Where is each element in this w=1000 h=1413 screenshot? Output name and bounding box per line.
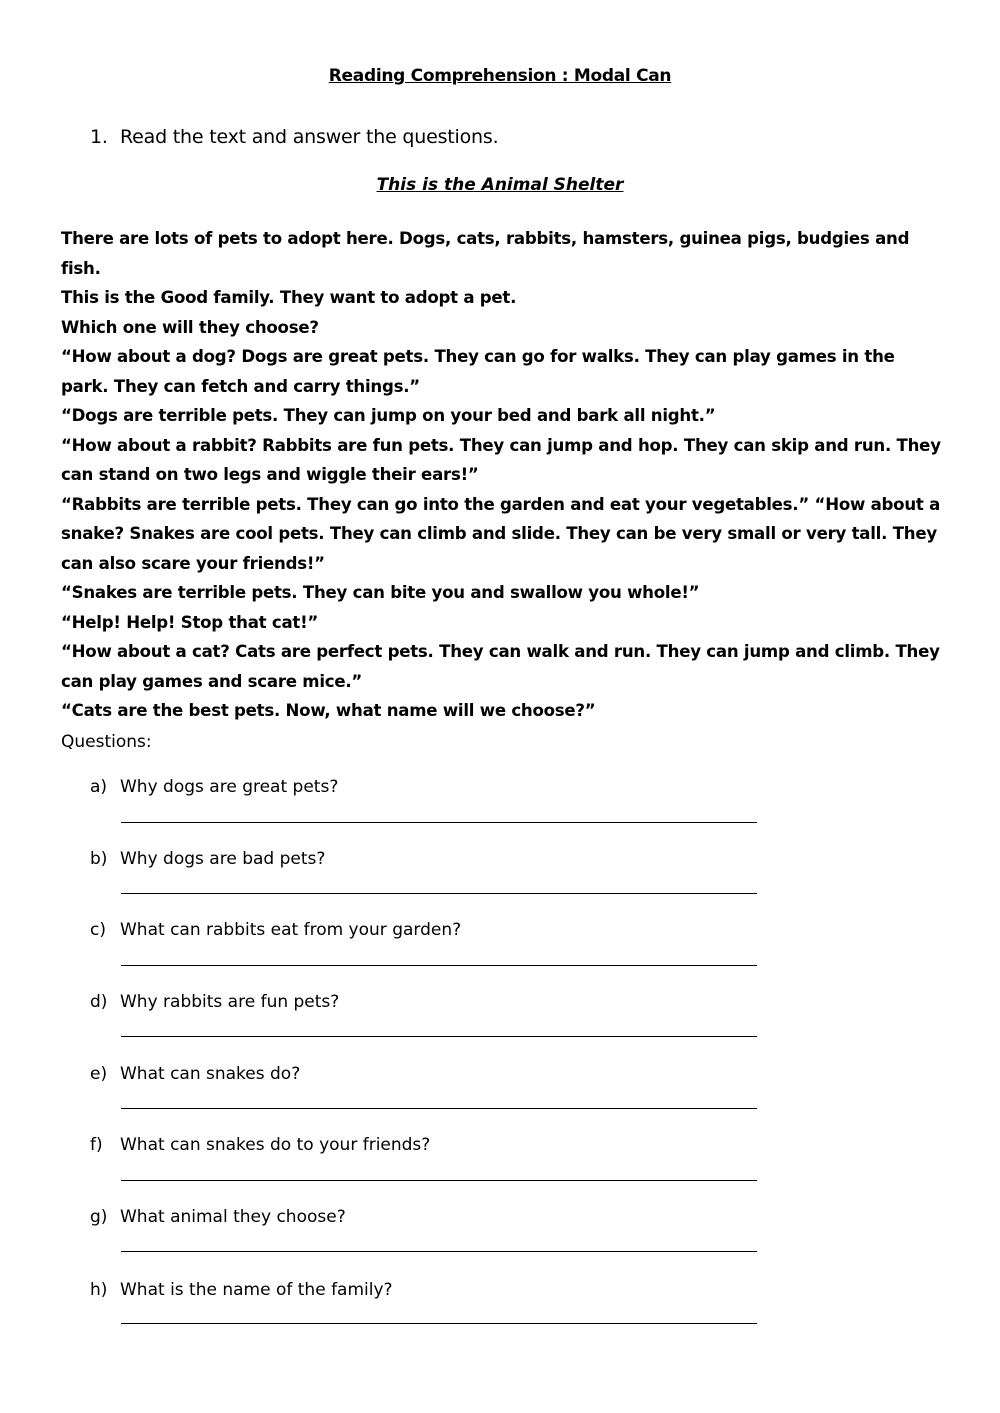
question-text: What is the name of the family? (120, 1280, 393, 1300)
instruction-text: Read the text and answer the questions. (120, 126, 499, 148)
question-text: Why dogs are bad pets? (120, 849, 326, 869)
question-text: What can snakes do to your friends? (120, 1135, 431, 1155)
question-text: What animal they choose? (120, 1207, 346, 1227)
question-letter: b) (90, 849, 108, 869)
story-paragraph: “How about a rabbit? Rabbits are fun pets. They can jump and hop. They can skip and run. They can stand on two legs and wiggle their ears!” (61, 435, 941, 484)
story-paragraph: “How about a dog? Dogs are great pets. They can go for walks. They can play games in the park. They can fetch and carry things.” (61, 347, 895, 396)
story-paragraph: There are lots of pets to adopt here. Dogs, cats, rabbits, hamsters, guinea pigs, budgies and fish. (61, 229, 910, 278)
question-h (90, 1280, 770, 1300)
question-letter: f) (90, 1135, 103, 1155)
question-text: What can snakes do? (120, 1064, 301, 1084)
question-letter: g) (90, 1207, 108, 1227)
story-paragraph: Which one will they choose? (61, 317, 319, 337)
answer-line-g[interactable] (121, 1251, 757, 1252)
questions-heading: Questions: (61, 732, 152, 752)
answer-line-f[interactable] (121, 1180, 757, 1181)
story-paragraph: “Snakes are terrible pets. They can bite you and swallow you whole!” (61, 583, 700, 602)
story-paragraph: “Rabbits are terrible pets. They can go into the garden and eat your vegetables.” “How about a snake? Snakes are cool pets. They can climb and slide. They can be very small or very tall. They can also scare your friends!” (61, 494, 941, 573)
story-title: This is the Animal Shelter (376, 175, 624, 195)
question-text: Why rabbits are fun pets? (120, 992, 340, 1012)
question-letter: h) (90, 1280, 108, 1300)
answer-line-e[interactable] (121, 1108, 757, 1109)
answer-line-d[interactable] (121, 1036, 757, 1037)
question-f (90, 1135, 770, 1155)
question-letter: c) (90, 920, 106, 940)
answer-line-b[interactable] (121, 893, 757, 894)
story-text (61, 224, 941, 726)
question-text: What can rabbits eat from your garden? (120, 920, 462, 940)
question-text: Why dogs are great pets? (120, 777, 339, 797)
worksheet-title: Reading Comprehension : Modal Can (328, 66, 672, 86)
story-paragraph: “Cats are the best pets. Now, what name will we choose?” (61, 701, 596, 720)
question-letter: d) (90, 992, 108, 1012)
question-d (90, 992, 770, 1012)
story-paragraph: “How about a cat? Cats are perfect pets. They can walk and run. They can jump and climb. They can play games and scare mice.” (61, 642, 940, 691)
question-g (90, 1207, 770, 1227)
story-paragraph: “Dogs are terrible pets. They can jump on your bed and bark all night.” (61, 406, 716, 425)
answer-line-c[interactable] (121, 965, 757, 966)
question-e (90, 1064, 770, 1084)
question-b (90, 849, 770, 869)
question-a (90, 777, 770, 797)
instruction (90, 126, 498, 148)
question-letter: e) (90, 1064, 108, 1084)
answer-line-a[interactable] (121, 822, 757, 823)
question-c (90, 920, 770, 940)
instruction-number: 1. (90, 126, 108, 148)
answer-line-h[interactable] (121, 1323, 757, 1324)
story-paragraph: This is the Good family. They want to adopt a pet. (61, 288, 517, 307)
question-letter: a) (90, 777, 108, 797)
story-paragraph: “Help! Help! Stop that cat!” (61, 612, 319, 632)
